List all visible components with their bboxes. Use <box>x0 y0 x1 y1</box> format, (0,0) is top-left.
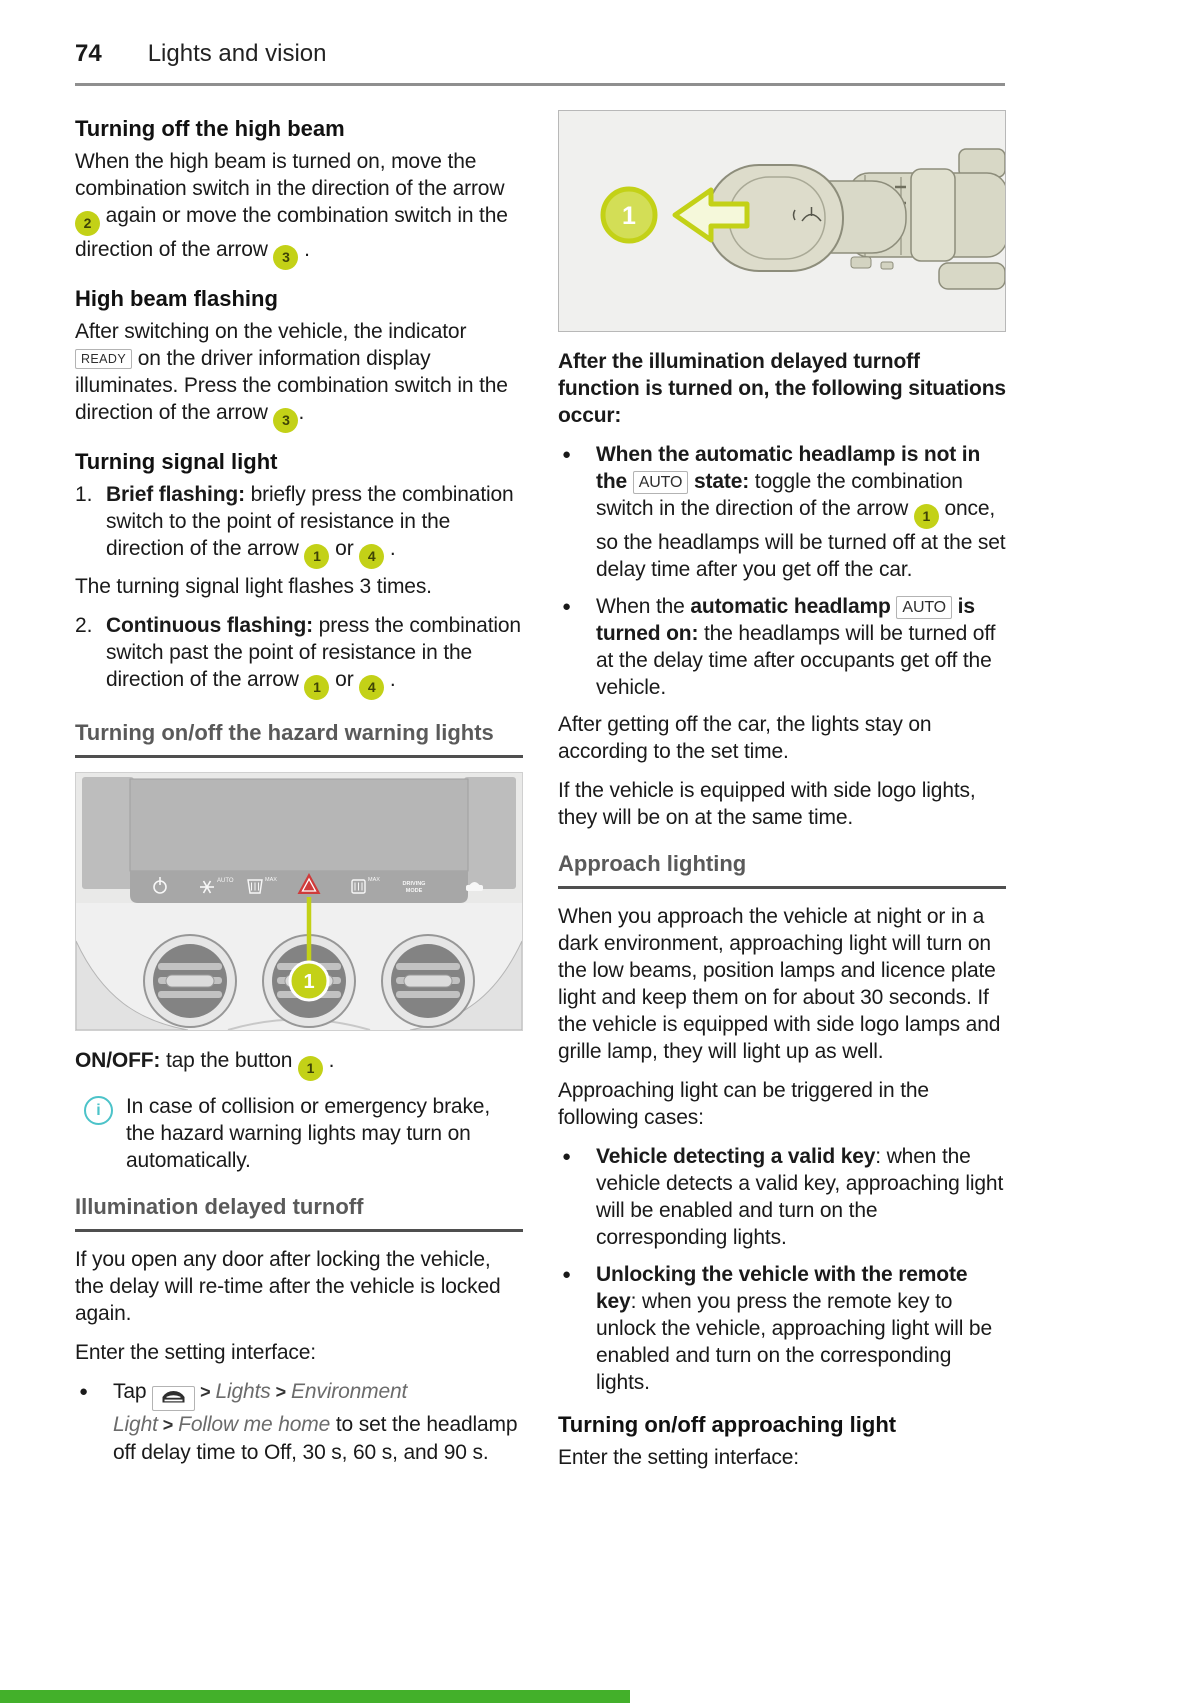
combination-switch-illustration <box>559 111 1005 331</box>
dashboard-console-illustration <box>76 773 522 1030</box>
paragraph-intro <box>558 348 1006 429</box>
car-settings-icon <box>152 1386 195 1411</box>
text: tap the button <box>160 1049 298 1072</box>
callout-badge: 2 <box>75 211 100 236</box>
info-icon <box>84 1096 113 1125</box>
text: to set the headlamp off delay time to Off, 30 s, 60 s, and 90 s. <box>113 1413 518 1464</box>
section-heading-approach-lighting: Approach lighting <box>558 851 1006 889</box>
bullet-text <box>596 593 1006 701</box>
paragraph: When you approach the vehicle at night or in a dark environment, approaching light will turn on the low beams, position lamps and licence plate light and keep them on for about 30 seconds. If the vehicle is equipped with side logo lamps and grille lamp, they will light up as well. <box>558 905 1001 1063</box>
list-number: 1. <box>75 483 93 506</box>
text: : when you press the remote key to unlock the vehicle, approaching light will be enabled and turn on the corresponding lights. <box>596 1290 992 1394</box>
text-bold: Vehicle detecting a valid key <box>596 1145 876 1168</box>
text: When the high beam is turned on, move the combination switch in the direction of the arrow <box>75 150 505 200</box>
text: . <box>384 668 396 691</box>
text-bold: state: <box>688 470 750 493</box>
page-header <box>75 40 1005 86</box>
text: the headlamps will be turned off at the delay time after occupants get off the vehicle. <box>596 622 996 699</box>
text: After switching on the vehicle, the indicator <box>75 320 467 343</box>
air-vent-right <box>382 935 474 1027</box>
text: or <box>329 537 360 560</box>
svg-text:MAX: MAX <box>368 877 380 883</box>
right-column <box>558 110 1006 1483</box>
callout-badge: 1 <box>298 1056 323 1081</box>
text-bold: Continuous flashing: <box>106 614 313 637</box>
svg-text:MAX: MAX <box>265 877 277 883</box>
text: briefly press the combination switch to the point of resistance in the direction of the arrow <box>106 483 514 560</box>
text-bold: When the automatic headlamp is not in the <box>596 443 981 493</box>
footer-accent-bar <box>0 1690 630 1703</box>
text: . <box>298 238 310 261</box>
text: . <box>384 537 396 560</box>
indicator-keycap: AUTO <box>896 596 952 619</box>
text-bold: After the illumination delayed turnoff function is turned on, the following situations occur: <box>558 350 1006 427</box>
paragraph <box>75 148 523 270</box>
indicator-keycap: READY <box>75 349 132 369</box>
paragraph: Enter the setting interface: <box>558 1446 799 1469</box>
callout-1 <box>603 189 655 241</box>
svg-text:MODE: MODE <box>405 888 423 894</box>
driving-mode-icon <box>403 881 426 894</box>
car-icon <box>161 1390 186 1404</box>
section-heading-hazard-warning-lights: Turning on/off the hazard warning lights <box>75 720 523 758</box>
paragraph: If you open any door after locking the vehicle, the delay will re-time after the vehicle is locked again. <box>75 1248 501 1325</box>
text: or <box>329 668 360 691</box>
section-heading-illumination-delayed-turnoff: Illumination delayed turnoff <box>75 1194 523 1232</box>
air-vent-left <box>144 935 236 1027</box>
callout-badge: 3 <box>273 408 298 433</box>
text-bold: is turned on: <box>596 595 975 645</box>
callout-badge: 1 <box>914 504 939 529</box>
page-number: 74 <box>75 40 102 67</box>
bullet-item <box>75 1378 523 1466</box>
indicator-keycap: AUTO <box>633 471 689 494</box>
chevron-separator: > <box>162 1415 174 1435</box>
list-number: 2. <box>75 614 93 637</box>
text-bold: Brief flashing: <box>106 483 245 506</box>
dash-left-pillar <box>82 777 134 889</box>
callout-badge: 1 <box>304 544 329 569</box>
svg-text:1: 1 <box>303 971 315 993</box>
dash-right-pillar <box>464 777 516 889</box>
paragraph <box>75 318 523 433</box>
text: again or move the combination switch in the direction of the arrow <box>75 204 508 261</box>
callout-badge: 3 <box>273 245 298 270</box>
menu-path-item: Environment Light <box>113 1380 408 1436</box>
paragraph: After getting off the car, the lights stay on according to the set time. <box>558 713 932 763</box>
bullet-text <box>596 1261 1006 1396</box>
paragraph: Enter the setting interface: <box>75 1341 316 1364</box>
console-button-strip <box>130 871 468 903</box>
bullet-item <box>558 593 1006 701</box>
callout-badge: 4 <box>359 544 384 569</box>
ordered-list-item <box>75 612 523 700</box>
section-title-turning-signal-light: Turning signal light <box>75 449 278 474</box>
dashboard-console-figure <box>75 772 523 1031</box>
text-bold: ON/OFF: <box>75 1049 161 1072</box>
bullet-text <box>596 441 1006 583</box>
text: . <box>323 1049 335 1072</box>
svg-text:1: 1 <box>622 202 636 230</box>
info-icon-glyph: i <box>96 1101 101 1119</box>
section-title-turning-onoff-approaching-light: Turning on/off approaching light <box>558 1412 897 1437</box>
left-column <box>75 100 523 1476</box>
ordered-list-item <box>75 481 523 569</box>
paragraph: The turning signal light flashes 3 times. <box>75 575 432 598</box>
callout-1 <box>290 962 328 1000</box>
note-text: In case of collision or emergency brake, the hazard warning lights may turn on automatically. <box>126 1095 491 1172</box>
section-title-turn-off-high-beam: Turning off the high beam <box>75 116 345 141</box>
bullet-item <box>558 1261 1006 1396</box>
svg-text:AUTO: AUTO <box>217 878 234 884</box>
chapter-title: Lights and vision <box>147 40 327 67</box>
chevron-separator: > <box>275 1382 286 1402</box>
bullet-item <box>558 441 1006 583</box>
bullet-text <box>113 1378 523 1466</box>
list-item-text <box>106 612 523 700</box>
bullet-item <box>558 1143 1006 1251</box>
paragraph: Approaching light can be triggered in the following cases: <box>558 1079 929 1129</box>
info-note <box>75 1093 523 1174</box>
callout-badge: 1 <box>304 675 329 700</box>
text: When the <box>596 595 691 618</box>
menu-path-item: Lights <box>215 1380 271 1403</box>
bullet-text <box>596 1143 1006 1251</box>
text-bold: automatic headlamp <box>690 595 891 618</box>
callout-badge: 4 <box>359 675 384 700</box>
text-bold: Unlocking the vehicle with the remote key <box>596 1263 968 1313</box>
paragraph: If the vehicle is equipped with side logo lights, they will be on at the same time. <box>558 779 976 829</box>
bullet-dot <box>558 593 596 701</box>
list-item-text <box>106 481 523 569</box>
bullet-dot <box>558 1261 596 1396</box>
section-title-high-beam-flashing: High beam flashing <box>75 286 278 311</box>
text: Tap <box>113 1380 153 1403</box>
combination-switch-figure <box>558 110 1006 332</box>
infotainment-screen <box>130 779 468 871</box>
text: . <box>298 401 305 424</box>
chevron-separator: > <box>200 1382 211 1402</box>
bullet-dot <box>558 441 596 583</box>
bullet-dot <box>558 1143 596 1251</box>
text: on the driver information display illuminates. Press the combination switch in the direction of the arrow <box>75 347 508 424</box>
svg-text:DRIVING: DRIVING <box>402 881 426 887</box>
text: press the combination switch past the point of resistance in the direction of the arrow <box>106 614 521 691</box>
text: once, so the headlamps will be turned off at the set delay time after you get off the car. <box>596 497 1006 581</box>
text: toggle the combination switch in the direction of the arrow <box>596 470 963 520</box>
menu-path-item: Follow me home <box>178 1413 331 1436</box>
text: : when the vehicle detects a valid key, approaching light will be enabled and turn on the corresponding lights. <box>596 1145 1004 1249</box>
bullet-dot <box>75 1378 113 1466</box>
paragraph-onoff <box>75 1047 523 1081</box>
